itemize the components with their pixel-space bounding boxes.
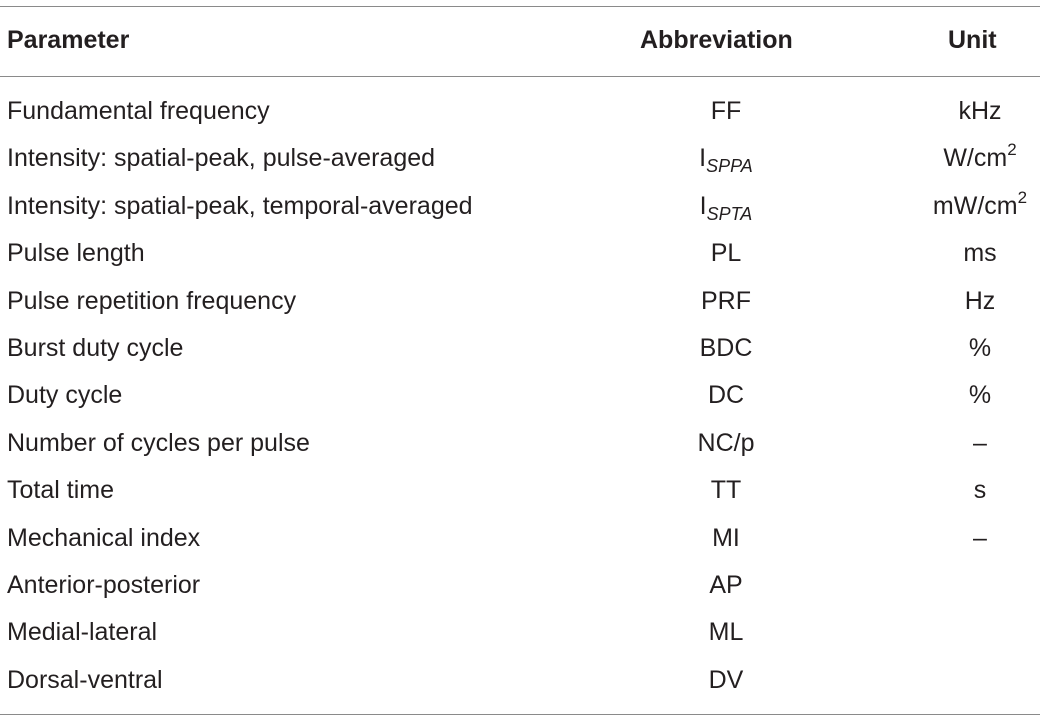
- unit-text: Hz: [964, 286, 996, 315]
- unit-superscript: 2: [1007, 140, 1017, 160]
- table-row: [0, 88, 1040, 135]
- unit-text: mW/cm: [932, 191, 1018, 220]
- table-top-rule: [0, 6, 1040, 7]
- cell-parameter: Medial-lateral: [7, 618, 158, 647]
- unit-superscript: 2: [1017, 187, 1028, 207]
- cell-abbreviation: [626, 88, 826, 135]
- table-row: [0, 420, 1040, 467]
- unit-text: %: [968, 333, 992, 362]
- cell-unit: [900, 515, 1040, 562]
- abbreviation-text: ML: [708, 618, 744, 647]
- cell-unit: [900, 278, 1040, 325]
- cell-parameter: Dorsal-ventral: [7, 665, 163, 694]
- cell-abbreviation: [626, 372, 826, 419]
- cell-abbreviation: [626, 467, 826, 514]
- cell-parameter: Total time: [7, 476, 114, 505]
- cell-parameter: Intensity: spatial-peak, temporal-averaged: [7, 191, 473, 220]
- cell-parameter: Pulse repetition frequency: [7, 286, 297, 315]
- table-body: [0, 88, 1040, 704]
- abbreviation-text: PRF: [701, 286, 751, 315]
- cell-unit: [900, 135, 1040, 182]
- cell-parameter: Fundamental frequency: [7, 97, 270, 125]
- header-parameter: Parameter: [7, 26, 130, 54]
- header-abbreviation: Abbreviation: [640, 26, 793, 54]
- cell-unit: [900, 88, 1040, 135]
- abbreviation-text: NC/p: [697, 428, 755, 457]
- unit-text: kHz: [958, 97, 1002, 125]
- abbreviation-text: BDC: [699, 333, 753, 362]
- cell-abbreviation: [626, 657, 826, 704]
- cell-parameter: Pulse length: [7, 239, 145, 268]
- abbreviation-subscript: SPPA: [706, 156, 753, 177]
- table-row: [0, 183, 1040, 230]
- unit-text: ms: [963, 239, 997, 268]
- abbreviation-text: I: [699, 144, 707, 173]
- abbreviation-subscript: SPTA: [706, 203, 753, 224]
- cell-abbreviation: [626, 135, 826, 182]
- cell-unit: [900, 420, 1040, 467]
- cell-unit: [900, 183, 1040, 230]
- table-header: [0, 22, 1040, 62]
- unit-text: –: [973, 428, 987, 457]
- cell-unit: [900, 325, 1040, 372]
- cell-unit: [900, 372, 1040, 419]
- cell-abbreviation: [626, 183, 826, 230]
- cell-abbreviation: [626, 278, 826, 325]
- table-row: [0, 609, 1040, 656]
- abbreviation-text: DV: [708, 665, 744, 694]
- unit-text: W/cm: [943, 144, 1008, 173]
- cell-parameter: Number of cycles per pulse: [7, 428, 310, 457]
- table-row: [0, 325, 1040, 372]
- cell-parameter: Anterior-posterior: [7, 570, 201, 599]
- table-row: [0, 372, 1040, 419]
- abbreviation-text: DC: [707, 381, 745, 410]
- cell-abbreviation: [626, 420, 826, 467]
- abbreviation-text: TT: [710, 476, 742, 505]
- table-row: [0, 135, 1040, 182]
- unit-text: –: [973, 523, 987, 552]
- abbreviation-text: PL: [710, 239, 742, 268]
- cell-abbreviation: [626, 609, 826, 656]
- cell-parameter: Mechanical index: [7, 523, 201, 552]
- table-row: [0, 562, 1040, 609]
- unit-text: s: [973, 476, 987, 505]
- cell-parameter: Intensity: spatial-peak, pulse-averaged: [7, 144, 436, 173]
- table-row: [0, 657, 1040, 704]
- header-unit: Unit: [948, 26, 997, 54]
- abbreviation-text: AP: [709, 570, 743, 599]
- table-row: [0, 515, 1040, 562]
- cell-abbreviation: [626, 515, 826, 562]
- table-bottom-rule: [0, 714, 1040, 715]
- table-row: [0, 467, 1040, 514]
- table-header-rule: [0, 76, 1040, 77]
- abbreviation-text: I: [699, 191, 707, 220]
- table-row: [0, 278, 1040, 325]
- cell-unit: [900, 467, 1040, 514]
- cell-abbreviation: [626, 325, 826, 372]
- cell-parameter: Burst duty cycle: [7, 333, 184, 362]
- cell-abbreviation: [626, 562, 826, 609]
- table-row: [0, 230, 1040, 277]
- cell-unit: [900, 230, 1040, 277]
- cell-abbreviation: [626, 230, 826, 277]
- abbreviation-text: MI: [712, 523, 740, 552]
- cell-parameter: Duty cycle: [7, 381, 123, 410]
- abbreviation-text: FF: [710, 97, 742, 125]
- unit-text: %: [968, 381, 992, 410]
